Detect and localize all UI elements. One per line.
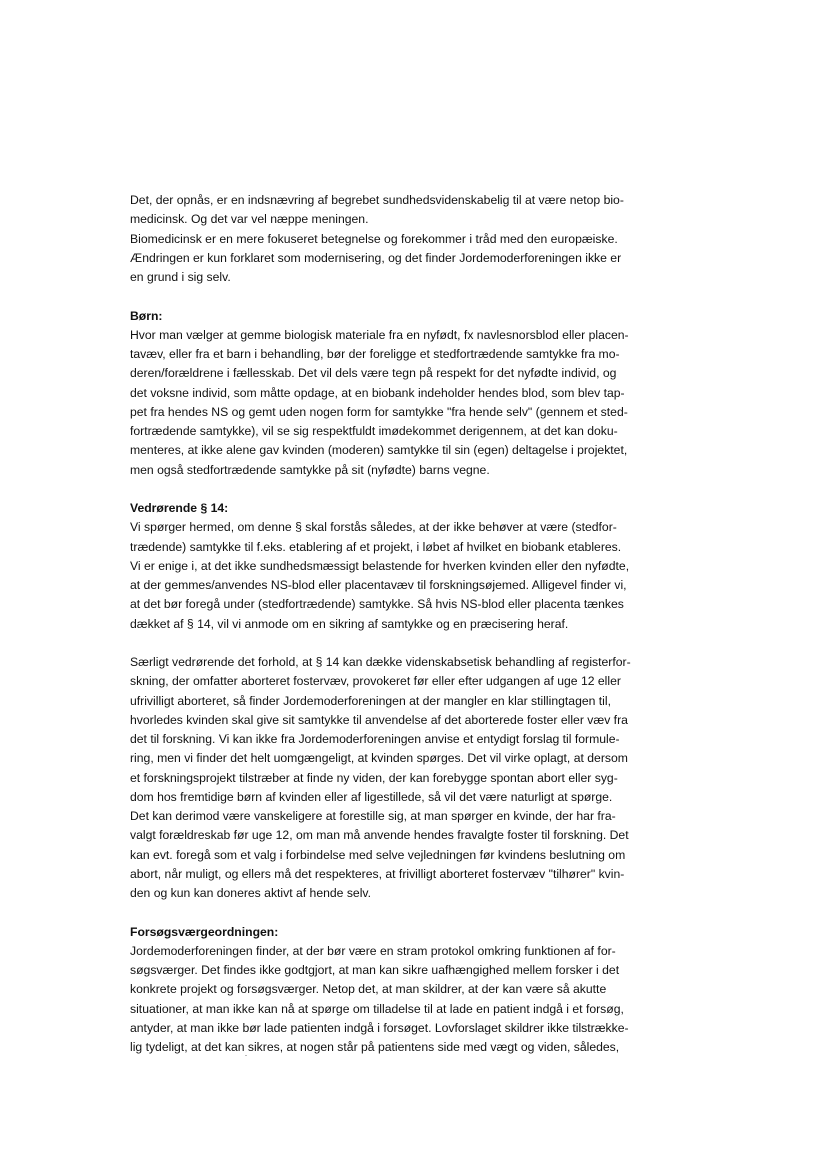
paragraph (130, 287, 670, 480)
text-line: hvorledes kvinden skal give sit samtykke til anvendelse af det aborterede foster eller væv fra (130, 712, 628, 727)
scan-speck (245, 1055, 247, 1056)
text-line: ring, men vi finder det helt uomgængeligt, at kvinden spørges. Det vil virke oplagt, at dersom (130, 751, 628, 766)
text-line: dom hos fremtidige børn af kvinden eller af ligestillede, så vil det være naturligt at spørge. (130, 789, 613, 804)
text-line: antyder, at man ikke bør lade patienten indgå i forsøget. Lovforslaget skildrer ikke tilstrække- (130, 1020, 629, 1035)
text-line: medicinsk. Og det var vel næppe meningen. (130, 212, 369, 227)
paragraph (130, 191, 670, 287)
text-line: kan evt. foregå som et valg i forbindelse med selve vejledningen før kvindens beslutning om (130, 847, 626, 862)
text-line: Jordemoderforeningen finder, at der bør være en stram protokol omkring funktionen af for- (130, 943, 616, 958)
paragraph-spacer (130, 480, 670, 499)
text-line: fortrædende samtykke), vil se sig respektfuldt imødekommet derigennem, at det kan doku- (130, 424, 618, 438)
document-body (130, 191, 670, 1057)
text-line: tavæv, eller fra et barn i behandling, bør der foreligge et stedfortrædende samtykke fra mo- (130, 347, 620, 361)
text-line: lig tydeligt, at det kan sikres, at nogen står på patientens side med vægt og viden, således, (130, 1040, 620, 1054)
section-heading: Forsøgsværgeordningen: (130, 924, 279, 939)
text-line: abort, når muligt, og ellers må det respekteres, at frivilligt aborteret fostervæv "tilhører" kvin- (130, 866, 625, 881)
text-line: Hvor man vælger at gemme biologisk materiale fra en nyfødt, fx navlesnorsblod eller placen- (130, 327, 629, 342)
section-heading: Vedrørende § 14: (130, 501, 229, 515)
text-line: at der gemmes/anvendes NS-blod eller placentavæv til forskningsøjemed. Alligevel finder vi, (130, 578, 627, 592)
section-heading: Børn: (130, 308, 163, 323)
text-line: trædende) samtykke til f.eks. etablering af et projekt, i løbet af hvilket en biobank etableres. (130, 539, 622, 554)
text-line: den og kun kan doneres aktivt af hende selv. (130, 886, 371, 900)
text-line: at det bør foregå under (stedfortrædende) samtykke. Så hvis NS-blod eller placenta tænkes (130, 597, 624, 612)
text-line: men også stedfortrædende samtykke på sit (nyfødte) barns vegne. (130, 462, 490, 477)
paragraph-spacer (130, 287, 670, 306)
text-line: Det kan derimod være vanskeligere at forestille sig, at man spørger en kvinde, der har fra- (130, 809, 616, 823)
text-line: menteres, at ikke alene gav kvinden (moderen) samtykke til sin (egen) deltagelse i projektet, (130, 443, 628, 458)
text-line: skning, der omfatter aborteret fostervæv, provokeret før eller efter udgangen af uge 12 eller (130, 674, 621, 689)
text-line: et forskningsprojekt tilstræber at finde ny viden, der kan forebygge spontan abort eller syg- (130, 770, 618, 785)
paragraph-spacer (130, 903, 670, 922)
text-line: Særligt vedrørende det forhold, at § 14 kan dække videnskabsetisk behandling af registerfor- (130, 655, 631, 669)
text-line: søgsværger. Det findes ikke godtgjort, at man kan sikre uafhængighed mellem forsker i det (130, 963, 620, 977)
text-line: pet fra hendes NS og gemt uden nogen form for samtykke "fra hende selv" (gennem et sted- (130, 404, 628, 419)
text-line: ufrivilligt aborteret, så finder Jordemoderforeningen at der mangler en klar stillingtagen til, (130, 693, 611, 708)
paragraph (130, 903, 670, 1057)
text-line: dækket af § 14, vil vi anmode om en sikring af samtykke og en præcisering heraf. (130, 616, 569, 631)
text-line: Det, der opnås, er en indsnævring af begrebet sundhedsvidenskabelig til at være netop bio- (130, 193, 624, 207)
text-line: en grund i sig selv. (130, 270, 231, 284)
paragraph (130, 634, 670, 904)
paragraph-spacer (130, 634, 670, 653)
text-line: deren/forældrene i fællesskab. Det vil dels være tegn på respekt for det nyfødte individ, og (130, 366, 617, 381)
paragraph (130, 480, 670, 634)
text-line: Ændringen er kun forklaret som modernisering, og det finder Jordemoderforeningen ikke er (130, 250, 622, 265)
text-line: Biomedicinsk er en mere fokuseret betegnelse og forekommer i tråd med den europæiske. (130, 231, 618, 246)
text-line: det til forskning. Vi kan ikke fra Jordemoderforeningen anvise et entydigt forslag til formule- (130, 732, 620, 746)
text-line: situationer, at man ikke kan nå at spørge om tilladelse til at lade en patient indgå i et forsøg, (130, 1001, 624, 1016)
text-line: konkrete projekt og forsøgsværger. Netop det, at man skildrer, at der kan være så akutte (130, 982, 607, 997)
text-line: valgt forældreskab før uge 12, om man må anvende hendes fravalgte foster til forskning. Det (130, 828, 629, 843)
text-line: Vi spørger hermed, om denne § skal forstås således, at der ikke behøver at være (stedfor- (130, 520, 617, 535)
text-line: det voksne individ, som måtte opdage, at en biobank indeholder hendes blod, som blev tap- (130, 385, 625, 400)
text-line: Vi er enige i, at det ikke sundhedsmæssigt belastende for hverken kvinden eller den nyfødte, (130, 558, 630, 573)
